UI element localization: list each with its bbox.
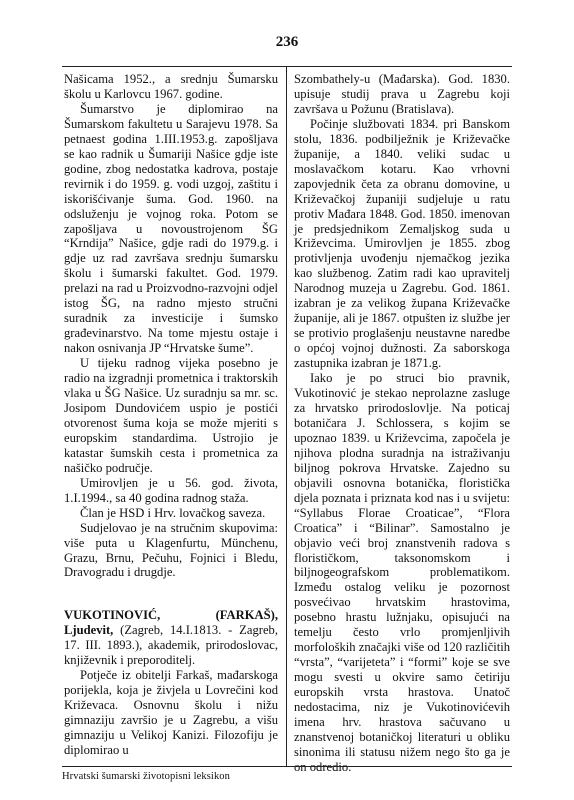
header-rule [62,66,512,67]
paragraph: U tijeku radnog vijeka posebno je radio na izgradnji prometnica i traktorskih vlaka u ŠG Našice. Uz suradnju sa mr. sc. Josipom Dundovićem uspio je postići otvorenost šuma koja se može mjeriti s europskim standardima. Ustrojio je katastar šumskih cesta i prometnica za našičko područje. [64,356,278,475]
page-number: 236 [275,34,299,50]
entry-details: (Zagreb, 14.I.1813. - Zagreb, 17. III. 1893.), akademik, prirodoslovac, književnik i preporoditelj. [64,623,278,668]
paragraph: Počinje službovati 1834. pri Banskom stolu, 1836. podbilježnik je Križevačke županije, a 1840. veliki sudac u moslavačkom kotaru. Kao vrhovni zapovjednik četa za obranu domovine, u Križevačkoj županiji sudjeluje u ratu protiv Mađara 1848. God. 1850. imenovan je predsjednikom Zemaljskog suda u Križevcima. Umirovljen je 1855. zbog protivljenja uvođenju njemačkog jezika kao službenog. Zatim radi kao upravitelj Narodnog muzeja u Zagrebu. God. 1861. izabran je za velikog župana Križevačke županije, ali je 1867. otpušten iz službe jer se protivio proglašenju neustavne naredbe o općoj vojnoj dužnosti. Za saborskoga zastupnika izabran je 1871.g. [294,116,510,371]
paragraph: Član je HSD i Hrv. lovačkog saveza. [80,505,266,520]
paragraph: Sudjelovao je na stručnim skupovima: više puta u Klagenfurtu, Münchenu, Grazu, Brnu, Pečuhu, Fojnici i Bledu, Dravogradu i drugdje. [64,520,278,580]
paragraph: Umirovljen je u 56. god. života, 1.I.1994., sa 40 godina radnog staža. [64,475,278,505]
paragraph: Našicama 1952., a srednju Šumarsku školu u Karlovcu 1967. godine. [64,72,278,101]
right-column [294,72,510,775]
paragraph: Iako je po struci bio pravnik, Vukotinović je stekao neprolazne zasluge za hrvatsko prirodoslovlje. Na poticaj botaničara J. Schlossera, s kojim se upoznao 1839. u Križevcima, započela je njihova plodna suradnja na istraživanju biljnog pokrova Hrvatske. Zajedno su objavili osnovna botanička, floristička djela poznata i priznata kod nas i u svijetu: “Syllabus Florae Croaticae”, “Flora Croatica” i “Bilinar”. Samostalno je objavio veći broj znanstvenih radova s florističkom, taksonomskom i biljnogeografskom problematikom. Između ostalog veliku je pozornost posvećivao hrvatskim hrastovima, posebno hrastu lužnjaku, opisujući na temelju često vrlo promjenljivih morfoloških značajki više od 120 različitih “vrsta”, “varijeteta” i “formi” koje se sve mogu svesti u okvire samo četiriju europskih vrsta hrastova. Unatoč nedostacima, niz je Vukotinovićevih imena hrv. hrastova sačuvano u znanstvenoj botaničkoj literaturi u obliku sinonima ili statusu nižem nego što ga je on odredio. [294,371,510,774]
entry-name: VUKOTINOVIĆ, (FARKAŠ), Ljudevit, [64,608,278,638]
paragraph: Šumarstvo je diplomirao na Šumarskom fakultetu u Sarajevu 1978. Sa petnaest godina 1.III.1953.g. zapošljava se kao radnik u Šumariji Našice gdje iste godine, zbog nedostatka kadrova, postaje revirnik i do 1959. g. vodi uzgoj, zaštitu i iskorišćivanje šuma. God. 1960. na odsluženju je vojnog roka. Potom se zapošljava u novoustrojenom ŠG “Krndija” Našice, gdje radi do 1979.g. i gdje uz rad završava srednju šumarsku školu i šumarski fakultet. God. 1979. prelazi na rad u Proizvodno-razvojni odjel istog ŠG, na radno mjesto stručni suradnik za investicije i šumsko građevinarstvo. Na tome mjestu ostaje i nakon osnivanja JP “Hrvatske šume”. [64,101,278,356]
paragraph: Potječe iz obitelji Farkaš, mađarskoga porijekla, koja je živjela u Lovrečini kod Križevaca. Osnovnu školu i nižu gimnaziju završio je u Zagrebu, a višu gimnaziju u Velikoj Kanizi. Filozofiju je diplomirao u [64,668,278,757]
paragraph: Szombathely-u (Mađarska). God. 1830. upisuje studij prava u Zagrebu koji završava u Požunu (Bratislava). [294,72,510,116]
entry-heading [64,608,278,668]
footer-rule [62,766,512,767]
footer-text: Hrvatski šumarski životopisni leksikon [62,771,230,782]
column-divider [286,66,287,766]
left-column [64,72,278,758]
